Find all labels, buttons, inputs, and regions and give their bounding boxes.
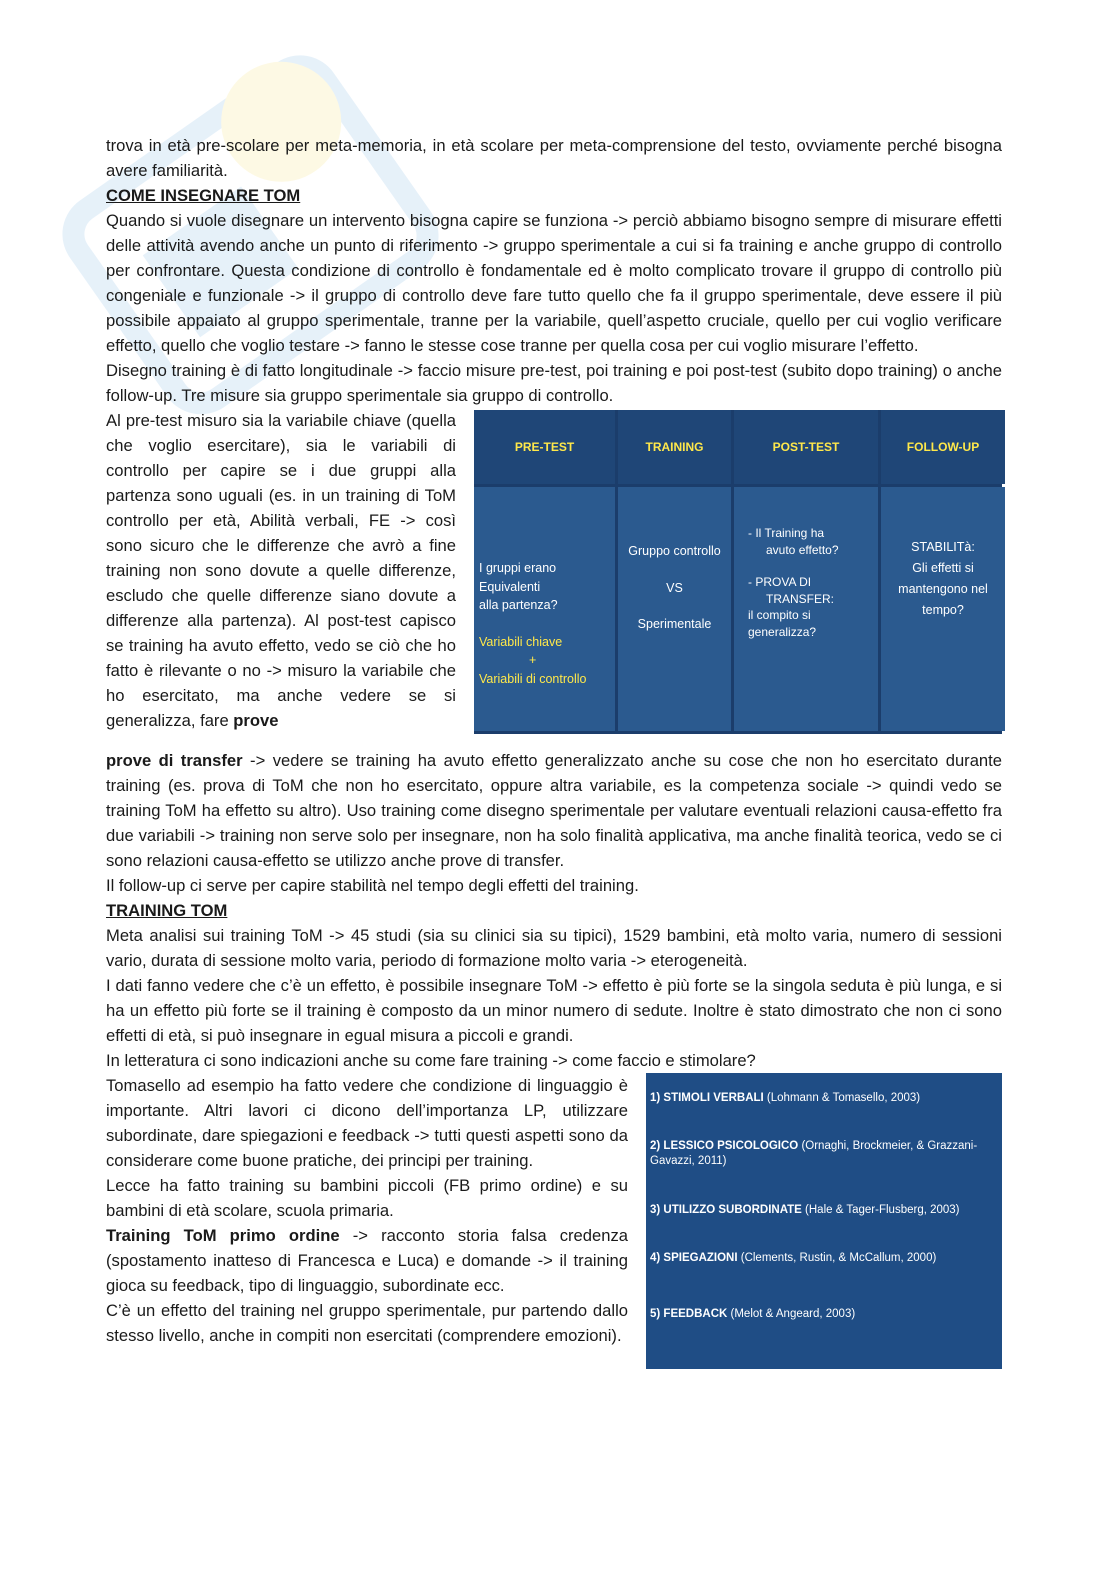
cell-line: - PROVA DI xyxy=(748,575,812,589)
principle-title: 5) FEEDBACK xyxy=(650,1308,728,1320)
principle-ref: (Melot & Angeard, 2003) xyxy=(727,1308,856,1320)
paragraph: I dati fanno vedere che c’è un effetto, è possibile insegnare ToM -> effetto è più forte se la singola seduta è più lunga, e si ha un effetto più forte se il training è composto da un minor numero di sedute. Inoltre è stato dimostrato che non ci sono effetti di età, si può insegnare in egual misura a piccoli e grandi. xyxy=(106,976,1002,1045)
paragraph: Tomasello ad esempio ha fatto vedere che condizione di linguaggio è importante. Altri lavori ci dicono dell’importanza LP, utilizzare subordinate, dare spiegazioni e feedback -> tutti questi aspetti sono da considerare come buone pratiche, dei principi per training. xyxy=(106,1076,628,1170)
cell-line: il compito si xyxy=(748,608,811,622)
cell-line: Variabili di controllo xyxy=(479,671,587,686)
section-heading-training-tom: TRAINING TOM xyxy=(106,901,228,920)
principle-title: 4) SPIEGAZIONI xyxy=(650,1252,738,1264)
table-cell-followup xyxy=(881,487,1005,731)
principle-item xyxy=(650,1139,1000,1169)
paragraph: Il follow-up ci serve per capire stabilità nel tempo degli effetti del training. xyxy=(106,876,639,895)
cell-line: avuto effetto? xyxy=(766,542,839,557)
principle-item xyxy=(650,1307,1000,1322)
cell-line: alla partenza? xyxy=(479,598,558,612)
section-heading-come-insegnare: COME INSEGNARE TOM xyxy=(106,186,301,205)
table-block xyxy=(106,408,1002,758)
figure2-block xyxy=(106,1073,1002,1403)
paragraph: Quando si vuole disegnare un intervento bisogna capire se funziona -> perciò abbiamo bisogno sempre di misurare effetti delle attività avendo anche un punto di riferimento -> gruppo sperimentale a cui si fa training e anche gruppo di controllo per confrontare. Questa condizione di controllo è fondamentale ed è molto complicato trovare il gruppo di controllo più congeniale e funzionale -> il gruppo di controllo deve fare tutto quello che fa il gruppo sperimentale, deve essere il più possibile appaiato al gruppo sperimentale, tranne per la variabile, quell’aspetto cruciale, quello per cui voglio verificare effetto, quello che voglio testare -> fanno le stesse cose tranne per quella cosa per cui voglio misurare l’effetto. xyxy=(106,211,1002,355)
principle-item xyxy=(650,1251,1000,1266)
cell-line: I gruppi erano xyxy=(479,561,557,575)
table-header-pretest: PRE-TEST xyxy=(474,410,615,484)
paragraph: -> vedere se training ha avuto effetto generalizzato anche su cose che non ho esercitato durante training (es. prova di ToM che non ho esercitato, oppure altra variabile, es la competenza sociale -> quindi vedo se training ToM ha effetto su altro). Uso training come disegno sperimentale per valutare eventuali relazioni causa-effetto fra due variabili -> training non serve solo per insegnare, non ha solo finalità applicativa, ma anche finalità teorica, vedo se ci sono relazioni causa-effetto se utilizzo anche prove di transfer. xyxy=(106,751,1003,870)
cell-line: TRANSFER: xyxy=(766,591,835,606)
cell-line: Gli effetti si xyxy=(912,561,974,575)
intro-paragraph: trova in età pre-scolare per meta-memoria, in età scolare per meta-comprensione del testo, ovviamente perché bisogna avere familiarità. xyxy=(106,136,1002,180)
table-header-followup: FOLLOW-UP xyxy=(881,410,1005,484)
cell-line: Variabili chiave xyxy=(479,634,563,649)
principle-item xyxy=(650,1091,1000,1106)
table-cell-pretest xyxy=(474,487,615,731)
training-principles-figure xyxy=(646,1073,1002,1369)
cell-line: VS xyxy=(666,580,683,595)
cell-line: + xyxy=(529,653,537,667)
bold-term-training-primo-ordine: Training ToM primo ordine xyxy=(106,1226,340,1245)
cell-line: tempo? xyxy=(922,603,964,617)
paragraph: Meta analisi sui training ToM -> 45 studi (sia su clinici sia su tipici), 1529 bambini, età molto varia, numero di sessioni vario, durata di sessione molto varia, periodo di formazione molto varia -> eterogeneità. xyxy=(106,926,1002,970)
cell-line: - Il Training ha xyxy=(748,526,825,540)
cell-line: Sperimentale xyxy=(637,617,712,631)
cell-line: generalizza? xyxy=(748,624,817,639)
principle-ref: (Hale & Tager-Flusberg, 2003) xyxy=(801,1204,960,1216)
table-header-training: TRAINING xyxy=(618,410,731,484)
table-header-posttest: POST-TEST xyxy=(734,410,878,484)
cell-line: STABILITà: xyxy=(911,540,975,554)
principle-title: 3) UTILIZZO SUBORDINATE xyxy=(650,1204,802,1216)
principle-ref: (Clements, Rustin, & McCallum, 2000) xyxy=(737,1252,937,1264)
document-page xyxy=(106,133,1002,1403)
bold-term-transfer: prove di transfer xyxy=(106,751,243,770)
principle-title: 1) STIMOLI VERBALI xyxy=(650,1092,764,1104)
paragraph: In letteratura ci sono indicazioni anche su come fare training -> come faccio e stimolare? xyxy=(106,1051,756,1070)
paragraph: -> racconto storia falsa credenza (spostamento inatteso di Francesca e Luca) e domande -> il training gioca su feedback, tipo di linguaggio, subordinate ecc. xyxy=(106,1226,628,1295)
paragraph: C’è un effetto del training nel gruppo sperimentale, pur partendo dallo stesso livello, anche in compiti non esercitati (comprendere emozioni). xyxy=(106,1301,628,1345)
paragraph: Disegno training è di fatto longitudinale -> faccio misure pre-test, poi training e poi post-test (subito dopo training) o anche follow-up. Tre misure sia gruppo sperimentale sia gruppo di controllo. xyxy=(106,361,1002,405)
cell-line: mantengono nel xyxy=(898,582,988,596)
table-cell-posttest xyxy=(734,487,878,731)
principle-ref: (Lohmann & Tomasello, 2003) xyxy=(763,1092,921,1104)
cell-line: Gruppo controllo xyxy=(628,544,721,558)
principle-item xyxy=(650,1203,1000,1218)
paragraph: Lecce ha fatto training su bambini piccoli (FB primo ordine) e su bambini di età scolare, scuola primaria. xyxy=(106,1176,628,1220)
training-design-table xyxy=(474,410,1002,734)
bold-term-prove: prove xyxy=(233,711,279,730)
principle-title: 2) LESSICO PSICOLOGICO xyxy=(650,1140,799,1152)
table-cell-training xyxy=(618,487,731,731)
principle-ref: (Ornaghi, Brockmeier, & Grazzani-Gavazzi, 2011) xyxy=(650,1140,978,1167)
cell-line: Equivalenti xyxy=(479,579,541,594)
paragraph: Al pre-test misuro sia la variabile chiave (quella che voglio esercitare), sia le variabili di controllo per capire se i due gruppi alla partenza sono uguali (es. in un training di ToM controllo per età, Abilità verbali, FE -> così sono sicuro che le differenze che avrò a fine training non sono dovute a quelle differenze, escludo che quelle differenze siano dovute a differenze alla partenza). Al post-test capisco se training ha avuto effetto, vedo se ciò che ho fatto è rilevante o no -> misuro la variabile che ho esercitato, ma anche vedere se si generalizza, fare xyxy=(106,411,456,730)
